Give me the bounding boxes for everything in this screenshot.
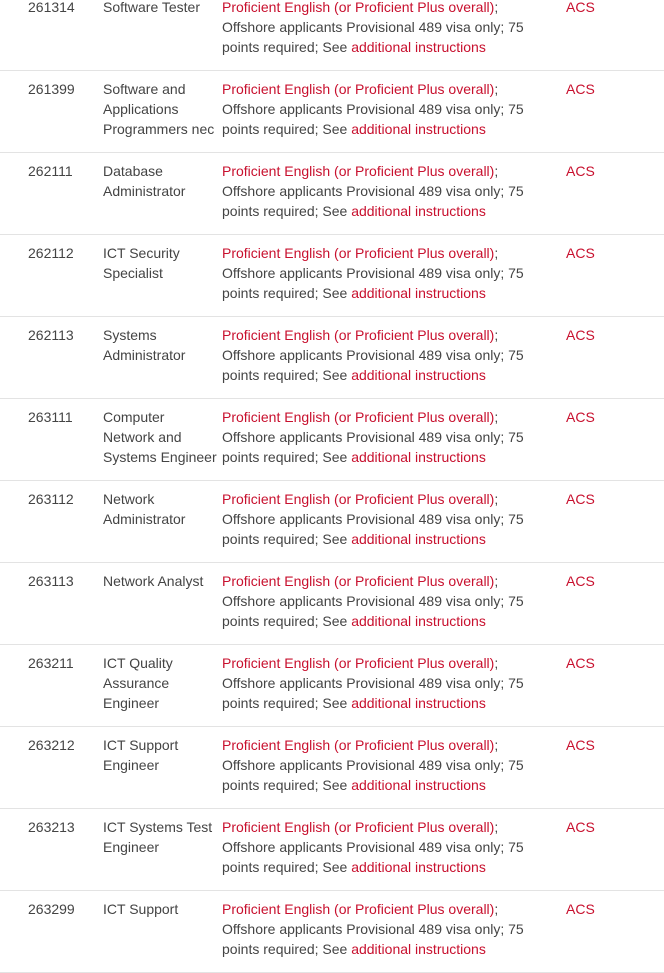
- assessing-authority-cell: [566, 243, 664, 303]
- occupation-name: ICT Support: [103, 901, 179, 917]
- conditions-text: Offshore applicants Provisional 489 visa only; 75 points required; See: [222, 593, 524, 629]
- anzsco-code: 261399: [28, 81, 75, 97]
- table-row: [0, 645, 664, 727]
- conditions-text: Offshore applicants Provisional 489 visa only; 75 points required; See: [222, 757, 524, 793]
- assessing-authority-cell: [566, 817, 664, 877]
- requirements-cell: [222, 817, 566, 877]
- conditions-text: Offshore applicants Provisional 489 visa only; 75 points required; See: [222, 429, 524, 465]
- english-requirement-link[interactable]: Proficient English (or Proficient Plus overall): [222, 81, 495, 97]
- english-requirement-link[interactable]: Proficient English (or Proficient Plus overall): [222, 655, 495, 671]
- separator: ;: [494, 737, 499, 753]
- anzsco-code: 263112: [28, 491, 74, 507]
- occupation-name: ICT Quality Assurance Engineer: [103, 655, 173, 711]
- additional-instructions-link[interactable]: additional instructions: [351, 449, 486, 465]
- assessing-authority-link[interactable]: ACS: [566, 573, 595, 589]
- english-requirement-link[interactable]: Proficient English (or Proficient Plus overall): [222, 737, 495, 753]
- requirements-cell: [222, 899, 566, 959]
- separator: ;: [494, 901, 499, 917]
- conditions-text: Offshore applicants Provisional 489 visa only; 75 points required; See: [222, 675, 524, 711]
- assessing-authority-cell: [566, 571, 664, 631]
- assessing-authority-cell: [566, 79, 664, 139]
- anzsco-code: 261314: [28, 0, 75, 15]
- additional-instructions-link[interactable]: additional instructions: [351, 941, 486, 957]
- table-row: [0, 563, 664, 645]
- requirements-cell: [222, 79, 566, 139]
- assessing-authority-link[interactable]: ACS: [566, 409, 595, 425]
- requirements-cell: [222, 571, 566, 631]
- table-row: [0, 71, 664, 153]
- occupation-name: ICT Systems Test Engineer: [103, 819, 213, 855]
- conditions-text: Offshore applicants Provisional 489 visa only; 75 points required; See: [222, 265, 524, 301]
- table-row: [0, 891, 664, 973]
- occupation-name: Network Analyst: [103, 573, 204, 589]
- additional-instructions-link[interactable]: additional instructions: [351, 613, 486, 629]
- occupation-name: Systems Administrator: [103, 327, 186, 363]
- separator: ;: [494, 163, 499, 179]
- conditions-text: Offshore applicants Provisional 489 visa only; 75 points required; See: [222, 19, 524, 55]
- conditions-text: Offshore applicants Provisional 489 visa only; 75 points required; See: [222, 921, 524, 957]
- table-row: [0, 0, 664, 71]
- english-requirement-link[interactable]: Proficient English (or Proficient Plus overall): [222, 819, 495, 835]
- anzsco-code: 262111: [28, 163, 73, 179]
- requirements-cell: [222, 735, 566, 795]
- additional-instructions-link[interactable]: additional instructions: [351, 121, 486, 137]
- assessing-authority-link[interactable]: ACS: [566, 491, 595, 507]
- additional-instructions-link[interactable]: additional instructions: [351, 859, 486, 875]
- assessing-authority-link[interactable]: ACS: [566, 245, 595, 261]
- occupation-name: Computer Network and Systems Engineer: [103, 409, 217, 465]
- requirements-cell: [222, 653, 566, 713]
- conditions-text: Offshore applicants Provisional 489 visa only; 75 points required; See: [222, 511, 524, 547]
- occupation-name: Database Administrator: [103, 163, 186, 199]
- assessing-authority-link[interactable]: ACS: [566, 163, 595, 179]
- requirements-cell: [222, 489, 566, 549]
- occupation-name: Network Administrator: [103, 491, 186, 527]
- assessing-authority-link[interactable]: ACS: [566, 327, 595, 343]
- additional-instructions-link[interactable]: additional instructions: [351, 531, 486, 547]
- assessing-authority-cell: [566, 653, 664, 713]
- assessing-authority-link[interactable]: ACS: [566, 901, 595, 917]
- anzsco-code: 262112: [28, 245, 74, 261]
- table-row: [0, 235, 664, 317]
- occupation-name: ICT Support Engineer: [103, 737, 179, 773]
- additional-instructions-link[interactable]: additional instructions: [351, 777, 486, 793]
- english-requirement-link[interactable]: Proficient English (or Proficient Plus overall): [222, 327, 495, 343]
- anzsco-code: 263212: [28, 737, 75, 753]
- additional-instructions-link[interactable]: additional instructions: [351, 695, 486, 711]
- anzsco-code: 263113: [28, 573, 74, 589]
- assessing-authority-link[interactable]: ACS: [566, 737, 595, 753]
- english-requirement-link[interactable]: Proficient English (or Proficient Plus overall): [222, 573, 495, 589]
- conditions-text: Offshore applicants Provisional 489 visa only; 75 points required; See: [222, 839, 524, 875]
- requirements-cell: [222, 243, 566, 303]
- separator: ;: [494, 491, 499, 507]
- occupation-name: Software Tester: [103, 0, 201, 15]
- anzsco-code: 263299: [28, 901, 75, 917]
- table-row: [0, 809, 664, 891]
- requirements-cell: [222, 325, 566, 385]
- occupation-name: Software and Applications Programmers nec: [103, 81, 215, 137]
- conditions-text: Offshore applicants Provisional 489 visa only; 75 points required; See: [222, 347, 524, 383]
- english-requirement-link[interactable]: Proficient English (or Proficient Plus overall): [222, 245, 495, 261]
- separator: ;: [494, 327, 499, 343]
- assessing-authority-cell: [566, 161, 664, 221]
- english-requirement-link[interactable]: Proficient English (or Proficient Plus overall): [222, 0, 495, 15]
- occupation-name: ICT Security Specialist: [103, 245, 180, 281]
- english-requirement-link[interactable]: Proficient English (or Proficient Plus overall): [222, 901, 495, 917]
- additional-instructions-link[interactable]: additional instructions: [351, 203, 486, 219]
- assessing-authority-link[interactable]: ACS: [566, 81, 595, 97]
- anzsco-code: 263213: [28, 819, 75, 835]
- table-row: [0, 727, 664, 809]
- assessing-authority-cell: [566, 407, 664, 467]
- requirements-cell: [222, 0, 566, 57]
- conditions-text: Offshore applicants Provisional 489 visa only; 75 points required; See: [222, 101, 524, 137]
- separator: ;: [494, 573, 499, 589]
- assessing-authority-cell: [566, 735, 664, 795]
- requirements-cell: [222, 407, 566, 467]
- table-row: [0, 481, 664, 563]
- table-row: [0, 317, 664, 399]
- anzsco-code: 263111: [28, 409, 73, 425]
- anzsco-code: 262113: [28, 327, 74, 343]
- separator: ;: [494, 0, 499, 15]
- additional-instructions-link[interactable]: additional instructions: [351, 367, 486, 383]
- assessing-authority-cell: [566, 0, 664, 57]
- anzsco-code: 263211: [28, 655, 74, 671]
- english-requirement-link[interactable]: Proficient English (or Proficient Plus overall): [222, 163, 495, 179]
- assessing-authority-link[interactable]: ACS: [566, 0, 595, 15]
- assessing-authority-link[interactable]: ACS: [566, 655, 595, 671]
- requirements-cell: [222, 161, 566, 221]
- assessing-authority-cell: [566, 325, 664, 385]
- separator: ;: [494, 245, 499, 261]
- assessing-authority-cell: [566, 899, 664, 959]
- table-row: [0, 399, 664, 481]
- separator: ;: [494, 819, 499, 835]
- separator: ;: [494, 655, 499, 671]
- assessing-authority-cell: [566, 489, 664, 549]
- additional-instructions-link[interactable]: additional instructions: [351, 39, 486, 55]
- additional-instructions-link[interactable]: additional instructions: [351, 285, 486, 301]
- assessing-authority-link[interactable]: ACS: [566, 819, 595, 835]
- english-requirement-link[interactable]: Proficient English (or Proficient Plus overall): [222, 409, 495, 425]
- table-row: [0, 153, 664, 235]
- separator: ;: [494, 81, 499, 97]
- conditions-text: Offshore applicants Provisional 489 visa only; 75 points required; See: [222, 183, 524, 219]
- separator: ;: [494, 409, 499, 425]
- english-requirement-link[interactable]: Proficient English (or Proficient Plus overall): [222, 491, 495, 507]
